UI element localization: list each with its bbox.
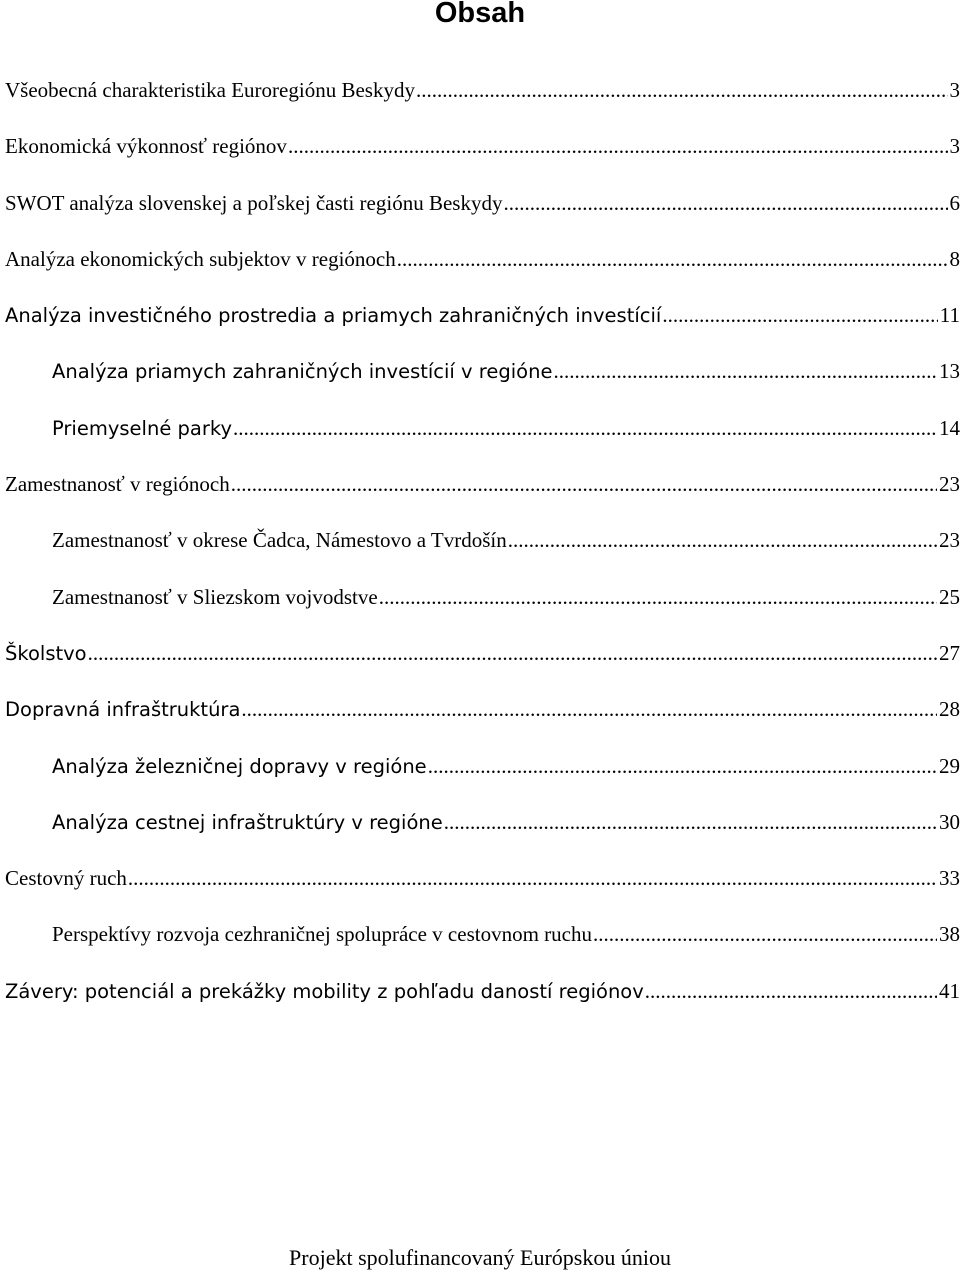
table-of-contents: [0, 72, 960, 1029]
toc-entry[interactable]: [0, 579, 960, 635]
toc-entry-page: 29: [939, 748, 960, 784]
toc-entry-page: 27: [939, 635, 960, 671]
toc-entry-label: Analýza ekonomických subjektov v regiónoch: [5, 241, 396, 277]
toc-entry-label: Cestovný ruch: [5, 860, 127, 896]
dot-leader: [444, 804, 937, 840]
dot-leader: [553, 353, 937, 389]
toc-entry[interactable]: [0, 691, 960, 747]
toc-entry[interactable]: [0, 973, 960, 1029]
dot-leader: [645, 973, 937, 1009]
toc-entry-label: Perspektívy rozvoja cezhraničnej spolupráce v cestovnom ruchu: [52, 916, 592, 952]
page-title: Obsah: [0, 0, 960, 30]
toc-entry[interactable]: [0, 635, 960, 691]
dot-leader: [428, 748, 937, 784]
dot-leader: [233, 410, 937, 446]
toc-entry[interactable]: [0, 410, 960, 466]
toc-entry-page: 41: [939, 973, 960, 1009]
dot-leader: [593, 916, 937, 952]
toc-entry-label: Dopravná infraštruktúra: [5, 692, 240, 728]
toc-entry-page: 3: [950, 128, 960, 164]
page-footer: Projekt spolufinancovaný Európskou úniou: [0, 1243, 960, 1273]
dot-leader: [241, 691, 937, 727]
dot-leader: [416, 72, 948, 108]
toc-entry-page: 13: [939, 353, 960, 389]
toc-entry-label: Analýza priamych zahraničných investícií v regióne: [52, 354, 552, 390]
toc-entry-page: 8: [950, 241, 960, 277]
dot-leader: [128, 860, 937, 896]
toc-entry-label: Priemyselné parky: [52, 411, 232, 447]
toc-entry[interactable]: [0, 72, 960, 128]
toc-entry-label: Analýza cestnej infraštruktúry v regióne: [52, 805, 443, 841]
toc-entry[interactable]: [0, 297, 960, 353]
toc-entry-page: 38: [939, 916, 960, 952]
toc-entry-label: Zamestnanosť v regiónoch: [5, 466, 230, 502]
toc-entry-label: Zamestnanosť v Sliezskom vojvodstve: [52, 579, 378, 615]
toc-entry[interactable]: [0, 916, 960, 972]
dot-leader: [397, 241, 948, 277]
toc-entry[interactable]: [0, 185, 960, 241]
toc-entry-label: Školstvo: [5, 636, 87, 672]
toc-entry-page: 6: [950, 185, 960, 221]
dot-leader: [503, 185, 947, 221]
toc-entry[interactable]: [0, 466, 960, 522]
toc-entry-label: SWOT analýza slovenskej a poľskej časti regiónu Beskydy: [5, 185, 502, 221]
toc-entry[interactable]: [0, 353, 960, 409]
toc-entry-label: Všeobecná charakteristika Euroregiónu Beskydy: [5, 72, 415, 108]
toc-entry[interactable]: [0, 860, 960, 916]
toc-entry-page: 23: [939, 466, 960, 502]
toc-entry-page: 3: [950, 72, 960, 108]
toc-entry-page: 25: [939, 579, 960, 615]
toc-entry[interactable]: [0, 522, 960, 578]
toc-entry-page: 23: [939, 522, 960, 558]
toc-entry-label: Analýza železničnej dopravy v regióne: [52, 749, 427, 785]
toc-entry[interactable]: [0, 804, 960, 860]
dot-leader: [88, 635, 937, 671]
dot-leader: [508, 522, 937, 558]
dot-leader: [662, 297, 937, 333]
toc-entry-label: Ekonomická výkonnosť regiónov: [5, 128, 287, 164]
toc-entry[interactable]: [0, 748, 960, 804]
toc-entry[interactable]: [0, 241, 960, 297]
toc-entry-label: Zamestnanosť v okrese Čadca, Námestovo a Tvrdošín: [52, 522, 507, 558]
toc-entry-page: 14: [939, 410, 960, 446]
toc-entry-page: 33: [939, 860, 960, 896]
dot-leader: [379, 579, 937, 615]
toc-entry-label: Analýza investičného prostredia a priamych zahraničných investícií: [5, 298, 661, 334]
toc-entry-label: Závery: potenciál a prekážky mobility z pohľadu daností regiónov: [5, 974, 644, 1010]
dot-leader: [231, 466, 937, 502]
toc-entry-page: 11: [940, 297, 960, 333]
toc-entry-page: 28: [939, 691, 960, 727]
dot-leader: [288, 128, 948, 164]
toc-entry[interactable]: [0, 128, 960, 184]
toc-entry-page: 30: [939, 804, 960, 840]
